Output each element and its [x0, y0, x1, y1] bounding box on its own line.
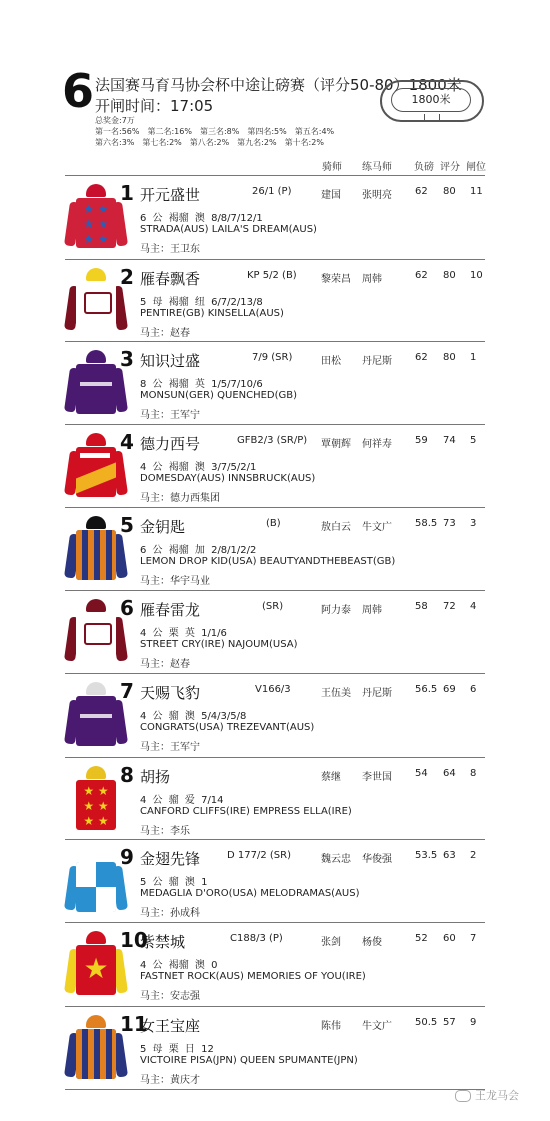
jockey-silks: [67, 931, 125, 1001]
horse-name: 德力西号: [140, 435, 201, 453]
prize-split: 第九名:2%: [237, 138, 277, 147]
silks-cap: [86, 433, 106, 446]
silks-body: [76, 530, 116, 580]
logo-mark: [84, 292, 112, 314]
trainer-name: 周韩: [362, 274, 382, 285]
star-pattern: ★ ★ ★ ★ ★ ★: [83, 784, 109, 828]
silks-body: [76, 862, 116, 912]
runner-row: [65, 1006, 485, 1090]
horse-info: 5 母 栗 日 12: [140, 1044, 214, 1055]
rating: 64: [443, 768, 456, 779]
silks-body: [76, 282, 116, 332]
pedigree: DOMESDAY(AUS) INNSBRUCK(AUS): [140, 473, 316, 484]
col-trainer: 练马师: [362, 162, 392, 173]
pedigree: STRADA(AUS) LAILA'S DREAM(AUS): [140, 224, 317, 235]
horse-info: 4 公 骝 爱 7/14: [140, 795, 224, 806]
runner-row: [65, 507, 485, 590]
jockey-silks: [67, 268, 125, 338]
weight: 50.5: [415, 1017, 438, 1028]
horse-name: 雁春飘香: [140, 270, 201, 288]
draw: 11: [470, 186, 483, 197]
prize-split: 第六名:3%: [95, 138, 135, 147]
jockey-silks: [67, 184, 125, 254]
star-pattern: ★ ★ ★ ★ ★ ★: [83, 202, 109, 246]
draw: 6: [470, 684, 477, 695]
owner: 马主：王军宁: [140, 410, 200, 421]
col-draw: 闸位: [466, 162, 486, 173]
runner-row: [65, 175, 485, 258]
logo-mark: [80, 714, 112, 718]
odds-gear: 26/1 (P): [252, 186, 292, 197]
jockey-name: 陈伟: [321, 1021, 341, 1032]
logo-mark: [80, 382, 112, 386]
col-rating: 评分: [440, 162, 460, 173]
runner-number: 4: [120, 430, 134, 454]
star-pattern: ★: [83, 952, 109, 985]
silks-cap: [86, 350, 106, 363]
rating: 72: [443, 601, 456, 612]
rating: 63: [443, 850, 456, 861]
stripe-pattern: [76, 530, 116, 580]
silks-body: [76, 1029, 116, 1079]
trainer-name: 张明亮: [362, 190, 392, 201]
col-weight: 负磅: [414, 162, 434, 173]
silks-body: [76, 696, 116, 746]
horse-name: 开元盛世: [140, 186, 201, 204]
silks-cap: [86, 766, 106, 779]
runner-row: [65, 590, 485, 673]
silks-cap: [86, 599, 106, 612]
jockey-name: 田松: [321, 356, 341, 367]
pedigree: VICTOIRE PISA(JPN) QUEEN SPUMANTE(JPN): [140, 1055, 358, 1066]
silks-cap: [86, 268, 106, 281]
post-time: 开闸时间：17:05: [95, 97, 214, 115]
prize-split: 第十名:2%: [284, 138, 324, 147]
jockey-silks: [67, 350, 125, 420]
jockey-silks: [67, 599, 125, 669]
runner-number: 11: [120, 1012, 148, 1036]
runner-number: 2: [120, 265, 134, 289]
track-diagram: [380, 72, 485, 124]
logo-mark: [80, 453, 110, 458]
race-number: 6: [62, 64, 95, 118]
weight: 58: [415, 601, 428, 612]
horse-info: 6 公 褐骝 澳 8/8/7/12/1: [140, 213, 263, 224]
silks-body: [76, 447, 116, 497]
prize-split: 第五名:4%: [294, 127, 335, 136]
silks-body: [76, 613, 116, 663]
odds-gear: GFB2/3 (SR/P): [237, 435, 308, 446]
runner-number: 3: [120, 347, 134, 371]
odds-gear: 7/9 (SR): [252, 352, 293, 363]
horse-name: 金翅先锋: [140, 850, 201, 868]
weight: 58.5: [415, 518, 438, 529]
trainer-name: 何祥寿: [362, 439, 392, 450]
owner: 马主：德力西集团: [140, 493, 220, 504]
odds-gear: (SR): [262, 601, 284, 612]
rating: 74: [443, 435, 456, 446]
horse-name: 天赐飞豹: [140, 684, 201, 702]
jockey-name: 蔡继: [321, 772, 341, 783]
weight: 52: [415, 933, 428, 944]
owner: 马主：孙成科: [140, 908, 200, 919]
chat-bubble-icon: [455, 1090, 471, 1102]
horse-info: 5 母 褐骝 纽 6/7/2/13/8: [140, 297, 263, 308]
runner-number: 5: [120, 513, 134, 537]
jockey-name: 建国: [321, 190, 341, 201]
prize-split: 第八名:2%: [189, 138, 230, 147]
weight: 56.5: [415, 684, 438, 695]
odds-gear: C188/3 (P): [230, 933, 283, 944]
owner: 马主：赵春: [140, 328, 190, 339]
horse-name: 女王宝座: [140, 1017, 201, 1035]
prize-split: 第二名:16%: [147, 127, 192, 136]
pedigree: STREET CRY(IRE) NAJOUM(USA): [140, 639, 298, 650]
trainer-name: 周韩: [362, 605, 382, 616]
pedigree: MONSUN(GER) QUENCHED(GB): [140, 390, 298, 401]
prize-split: 第四名:5%: [247, 127, 287, 136]
swoosh-pattern: [76, 460, 116, 495]
quarter-pattern: [76, 862, 96, 887]
weight: 62: [415, 352, 428, 363]
odds-gear: V166/3: [255, 684, 291, 695]
trainer-name: 丹尼斯: [362, 356, 392, 367]
prize-row-2: [95, 137, 342, 148]
track-start-marker: [424, 114, 440, 122]
horse-info: 4 公 骝 澳 5/4/3/5/8: [140, 711, 247, 722]
pedigree: CANFORD CLIFFS(IRE) EMPRESS ELLA(IRE): [140, 806, 352, 817]
silks-cap: [86, 1015, 106, 1028]
draw: 3: [470, 518, 477, 529]
pedigree: PENTIRE(GB) KINSELLA(AUS): [140, 308, 284, 319]
jockey-silks: [67, 682, 125, 752]
draw: 4: [470, 601, 477, 612]
owner: 马主：李乐: [140, 826, 190, 837]
jockey-silks: [67, 433, 125, 503]
col-jockey: 骑师: [322, 162, 342, 173]
jockey-silks: [67, 766, 125, 836]
horse-info: 6 公 褐骝 加 2/8/1/2/2: [140, 545, 257, 556]
horse-info: 4 公 褐骝 澳 3/7/5/2/1: [140, 462, 257, 473]
weight: 54: [415, 768, 428, 779]
pedigree: FASTNET ROCK(AUS) MEMORIES OF YOU(IRE): [140, 971, 366, 982]
silks-cap: [86, 516, 106, 529]
silks-body: [76, 364, 116, 414]
runner-number: 7: [120, 679, 134, 703]
silks-body: [76, 780, 116, 830]
runner-row: [65, 922, 485, 1005]
watermark-text: 王龙马会: [475, 1089, 519, 1102]
trainer-name: 李世国: [362, 772, 392, 783]
horse-info: 4 公 褐骝 澳 0: [140, 960, 218, 971]
horse-name: 雁春雷龙: [140, 601, 201, 619]
runner-row: [65, 259, 485, 342]
prize-split: 第一名:56%: [95, 127, 140, 136]
jockey-name: 覃朝辉: [321, 439, 351, 450]
race-header: [0, 0, 550, 173]
horse-name: 知识过盛: [140, 352, 201, 370]
runner-number: 8: [120, 763, 134, 787]
runner-number: 10: [120, 928, 148, 952]
runner-number: 6: [120, 596, 134, 620]
jockey-name: 张剑: [321, 937, 341, 948]
draw: 7: [470, 933, 477, 944]
prize-split: 第七名:2%: [142, 138, 182, 147]
trainer-name: 华俊强: [362, 854, 392, 865]
horse-info: 8 公 褐骝 英 1/5/7/10/6: [140, 379, 263, 390]
draw: 9: [470, 1017, 477, 1028]
horse-info: 5 公 骝 澳 1: [140, 877, 208, 888]
rating: 73: [443, 518, 456, 529]
owner: 马主：王军宁: [140, 742, 200, 753]
rating: 57: [443, 1017, 456, 1028]
prize-breakdown: [95, 115, 342, 148]
owner: 马主：安志强: [140, 991, 200, 1002]
draw: 10: [470, 270, 483, 281]
runner-number: 1: [120, 181, 134, 205]
runner-row: [65, 341, 485, 424]
track-distance-label: 1800米: [391, 88, 471, 112]
owner: 马主：黄庆才: [140, 1075, 200, 1086]
pedigree: LEMON DROP KID(USA) BEAUTYANDTHEBEAST(GB): [140, 556, 396, 567]
owner: 马主：王卫东: [140, 244, 200, 255]
trainer-name: 丹尼斯: [362, 688, 392, 699]
trainer-name: 牛文广: [362, 1021, 392, 1032]
weight: 53.5: [415, 850, 438, 861]
silks-body: [76, 945, 116, 995]
odds-gear: D 177/2 (SR): [227, 850, 291, 861]
rating: 69: [443, 684, 456, 695]
jockey-name: 魏云忠: [321, 854, 351, 865]
jockey-silks: [67, 848, 125, 918]
jockey-silks: [67, 516, 125, 586]
silks-cap: [86, 682, 106, 695]
silks-cap: [86, 931, 106, 944]
weight: 59: [415, 435, 428, 446]
jockey-silks: [67, 1015, 125, 1085]
silks-body: [76, 198, 116, 248]
weight: 62: [415, 186, 428, 197]
runner-row: [65, 673, 485, 756]
jockey-name: 王伍美: [321, 688, 351, 699]
jockey-name: 敖白云: [321, 522, 351, 533]
rating: 80: [443, 352, 456, 363]
prize-row-1: [95, 126, 342, 137]
rating: 80: [443, 270, 456, 281]
pedigree: MEDAGLIA D'ORO(USA) MELODRAMAS(AUS): [140, 888, 360, 899]
logo-mark: [84, 623, 112, 645]
runner-row: [65, 839, 485, 922]
silks-cap: [86, 848, 106, 861]
owner: 马主：华宇马业: [140, 576, 210, 587]
draw: 8: [470, 768, 477, 779]
owner: 马主：赵春: [140, 659, 190, 670]
weight: 62: [415, 270, 428, 281]
runner-number: 9: [120, 845, 134, 869]
stripe-pattern: [76, 1029, 116, 1079]
runner-row: [65, 424, 485, 507]
horse-info: 4 公 栗 英 1/1/6: [140, 628, 227, 639]
trainer-name: 杨俊: [362, 937, 382, 948]
race-title: 法国赛马育马协会杯中途让磅赛（评分50-80）1800米: [95, 76, 462, 94]
rating: 80: [443, 186, 456, 197]
draw: 1: [470, 352, 477, 363]
draw: 2: [470, 850, 477, 861]
prize-total: 总奖金:7万: [95, 116, 135, 125]
quarter-pattern: [96, 887, 116, 912]
odds-gear: KP 5/2 (B): [247, 270, 297, 281]
draw: 5: [470, 435, 477, 446]
prize-split: 第三名:8%: [199, 127, 240, 136]
horse-name: 紫禁城: [140, 933, 186, 951]
pedigree: CONGRATS(USA) TREZEVANT(AUS): [140, 722, 315, 733]
jockey-name: 阿力泰: [321, 605, 351, 616]
horse-name: 金钥匙: [140, 518, 186, 536]
rating: 60: [443, 933, 456, 944]
odds-gear: (B): [266, 518, 281, 529]
horse-name: 胡扬: [140, 768, 171, 786]
runner-row: [65, 757, 485, 840]
jockey-name: 黎荣昌: [321, 274, 351, 285]
trainer-name: 牛文广: [362, 522, 392, 533]
watermark: [455, 1087, 519, 1103]
silks-cap: [86, 184, 106, 197]
